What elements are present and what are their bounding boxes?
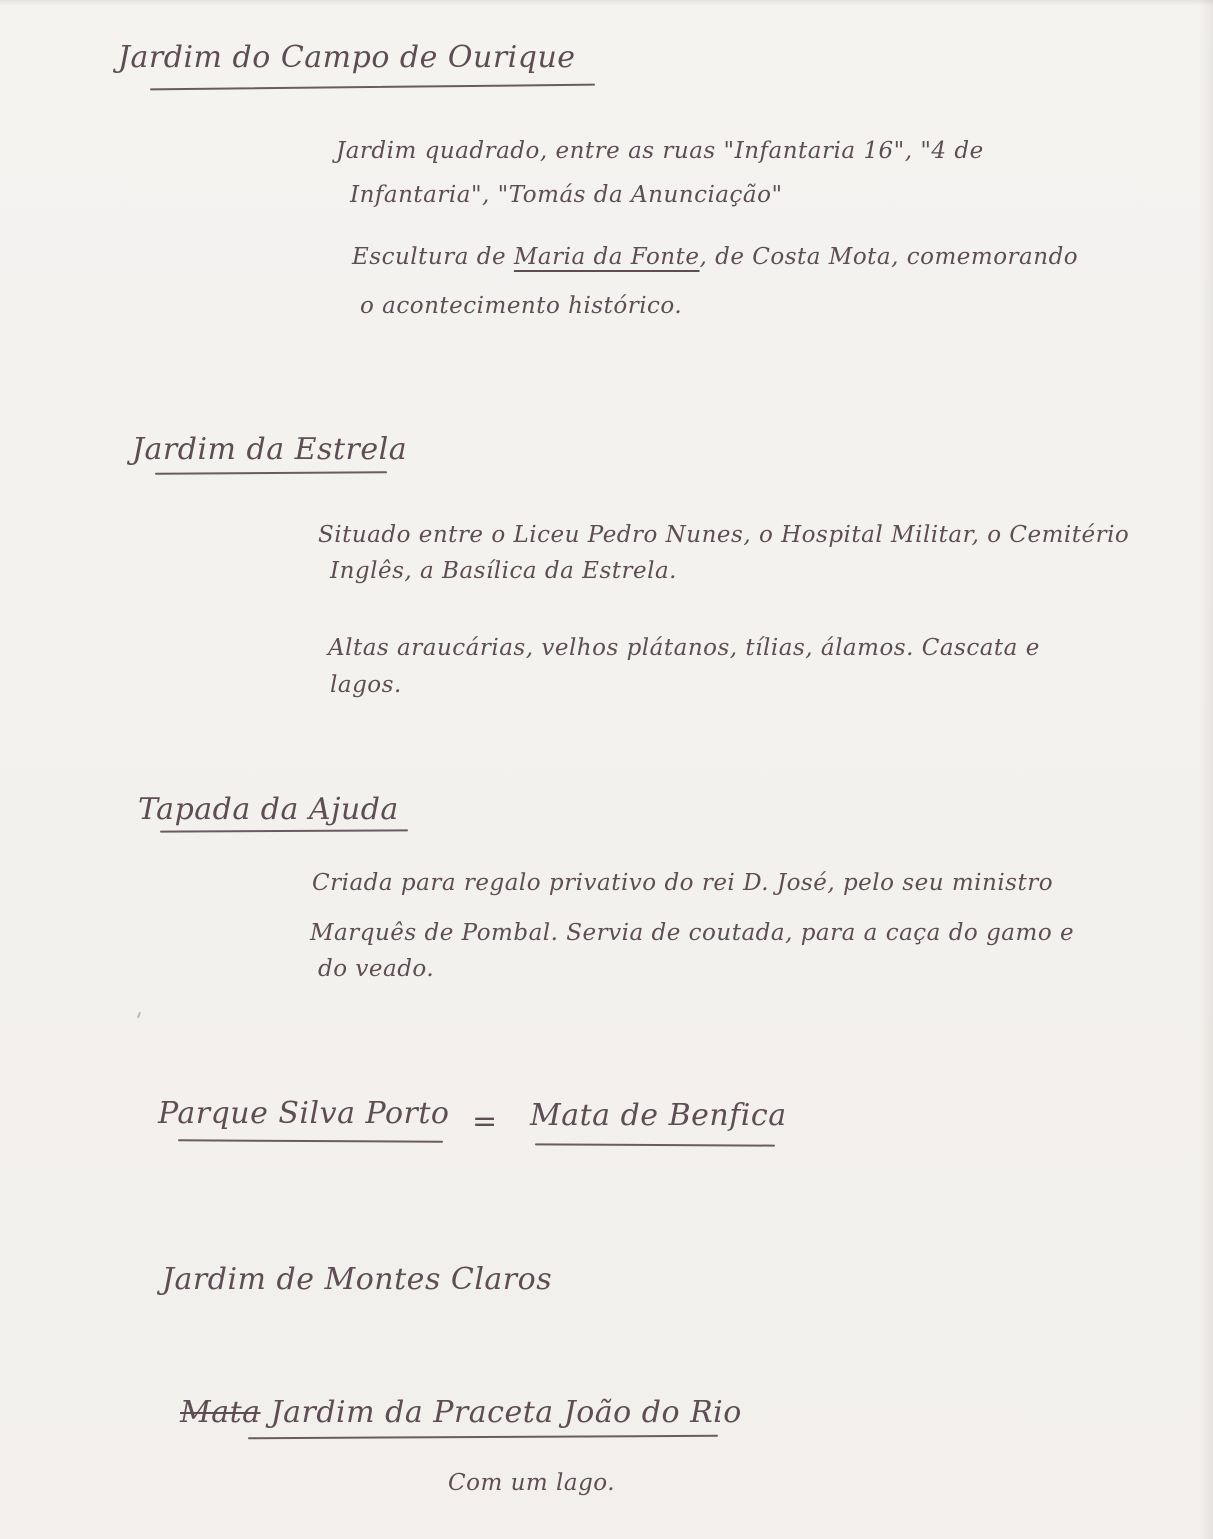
- page-top-edge: [0, 0, 1213, 6]
- text-line: Inglês, a Basílica da Estrela.: [330, 558, 677, 584]
- heading-text: Jardim da Praceta João do Rio: [270, 1395, 742, 1430]
- page-right-edge: [1199, 0, 1213, 1539]
- text-line: Infantaria", "Tomás da Anunciação": [350, 182, 783, 208]
- text-line: Situado entre o Liceu Pedro Nunes, o Hospital Militar, o Cemitério: [318, 522, 1130, 548]
- text-line: do veado.: [318, 956, 435, 982]
- text-line: Marquês de Pombal. Servia de coutada, para a caça do gamo e: [310, 920, 1075, 946]
- section-heading-mata-de-benfica: Mata de Benfica: [530, 1098, 787, 1133]
- equals-sign: =: [472, 1104, 498, 1139]
- underlined-name: Maria da Fonte: [513, 244, 700, 270]
- text-line: Criada para regalo privativo do rei D. José, pelo seu ministro: [312, 870, 1054, 896]
- section-heading-parque-silva-porto: Parque Silva Porto: [158, 1096, 450, 1131]
- text-fragment: Escultura de: [352, 244, 514, 270]
- text-line: o acontecimento histórico.: [360, 293, 683, 319]
- text-line: Altas araucárias, velhos plátanos, tílias, álamos. Cascata e: [328, 635, 1040, 661]
- struck-word: Mata: [180, 1395, 261, 1430]
- section-heading-praceta-joao-do-rio: [180, 1395, 742, 1430]
- section-heading-estrela: Jardim da Estrela: [132, 432, 408, 467]
- text-line: Com um lago.: [448, 1470, 616, 1496]
- section-heading-montes-claros: Jardim de Montes Claros: [162, 1262, 553, 1297]
- text-line: lagos.: [330, 672, 402, 698]
- text-line: Jardim quadrado, entre as ruas "Infantaria 16", "4 de: [336, 138, 984, 164]
- text-line: [352, 244, 1078, 270]
- section-heading-campo-de-ourique: Jardim do Campo de Ourique: [118, 40, 576, 75]
- section-heading-tapada-da-ajuda: Tapada da Ajuda: [138, 792, 399, 827]
- text-fragment: , de Costa Mota, comemorando: [699, 244, 1079, 270]
